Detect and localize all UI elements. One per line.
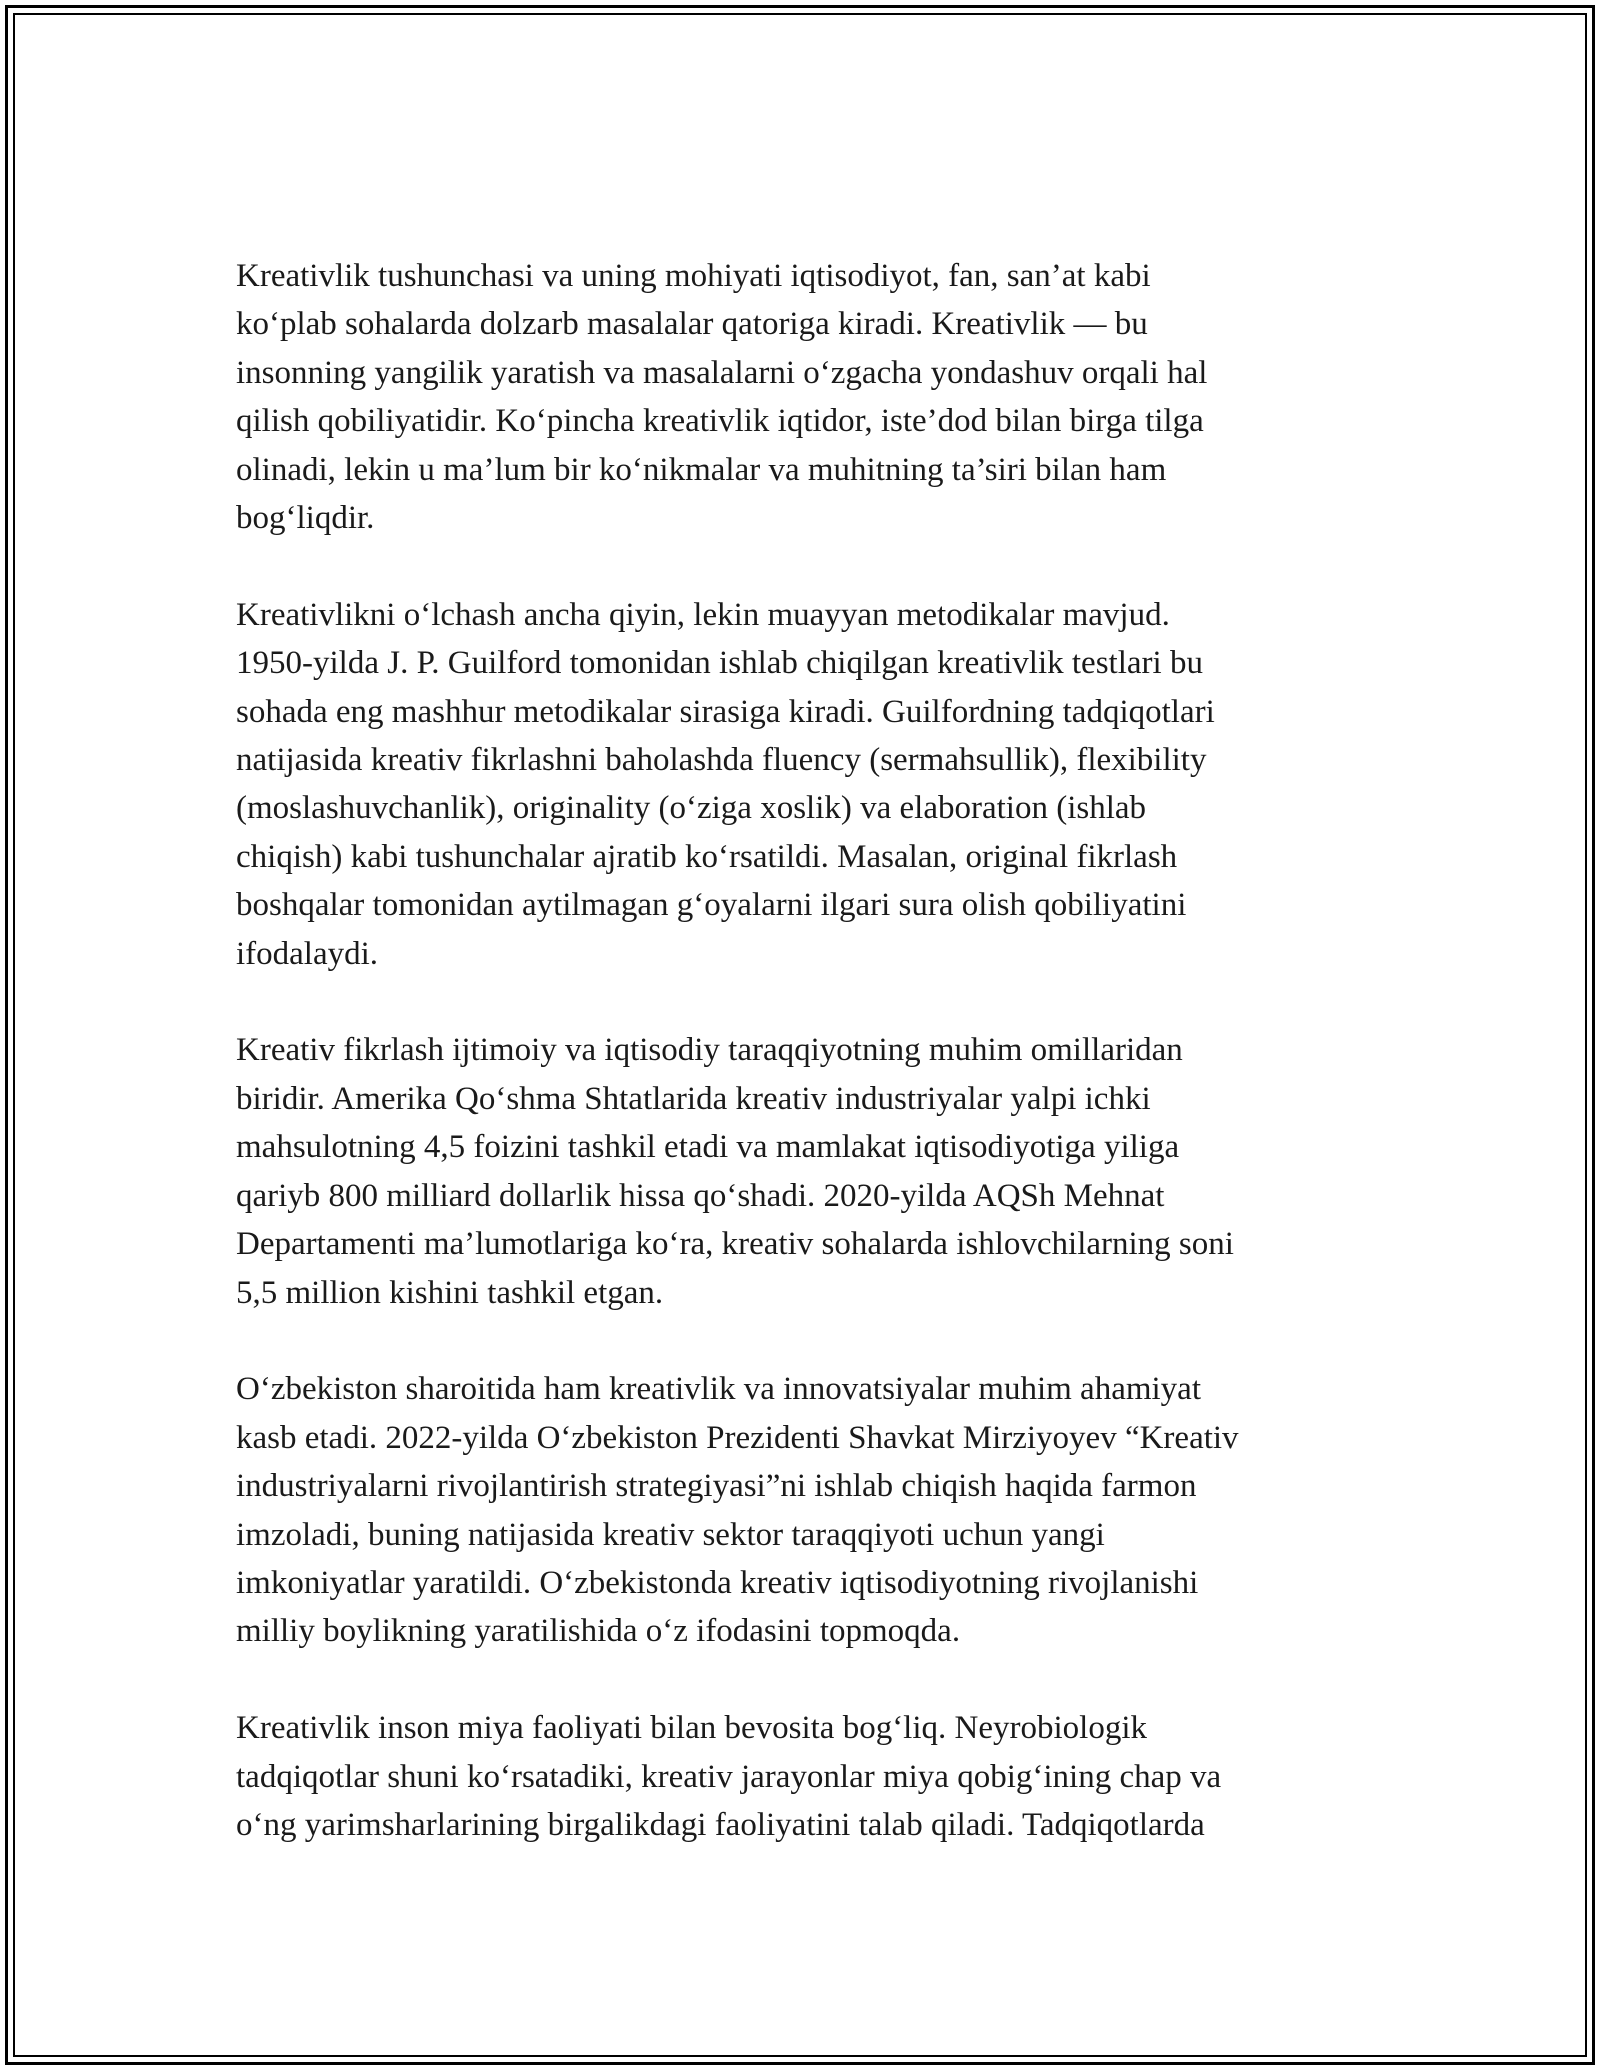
text-line: (moslashuvchanlik), originality (o‘ziga xoslik) va elaboration (ishlab [236,790,1147,827]
paragraph-3 [236,1026,1366,1316]
text-line: sohada eng mashhur metodikalar sirasiga kiradi. Guilfordning tadqiqotlari [236,693,1215,730]
text-line: 1950-yilda J. P. Guilford tomonidan ishlab chiqilgan kreativlik testlari bu [236,645,1203,682]
text-line: O‘zbekiston sharoitida ham kreativlik va innovatsiyalar muhim ahamiyat [236,1371,1201,1408]
text-line: imkoniyatlar yaratildi. O‘zbekistonda kreativ iqtisodiyotning rivojlanishi [236,1564,1199,1601]
text-line: boshqalar tomonidan aytilmagan g‘oyalarni ilgari sura olish qobiliyatini [236,887,1187,924]
text-line: tadqiqotlar shuni ko‘rsatadiki, kreativ jarayonlar miya qobig‘ining chap va [236,1758,1222,1795]
text-line: qilish qobiliyatidir. Ko‘pincha kreativlik iqtidor, iste’dod bilan birga tilga [236,403,1204,440]
text-line: kasb etadi. 2022-yilda O‘zbekiston Prezidenti Shavkat Mirziyoyev “Kreativ [236,1419,1239,1456]
paragraph-2 [236,591,1366,978]
text-line: olinadi, lekin u ma’lum bir ko‘nikmalar va muhitning ta’siri bilan ham [236,451,1167,488]
text-line: o‘ng yarimsharlarining birgalikdagi faoliyatini talab qiladi. Tadqiqotlarda [236,1806,1205,1843]
text-line: ifodalaydi. [236,935,379,972]
text-line: milliy boylikning yaratilishida o‘z ifodasini topmoqda. [236,1613,961,1650]
text-line: mahsulotning 4,5 foizini tashkil etadi va mamlakat iqtisodiyotiga yiliga [236,1129,1180,1166]
paragraph-5 [236,1704,1366,1849]
paragraph-1 [236,252,1366,542]
text-line: Kreativlik tushunchasi va uning mohiyati iqtisodiyot, fan, san’at kabi [236,258,1151,294]
text-line: Kreativ fikrlash ijtimoiy va iqtisodiy taraqqiyotning muhim omillaridan [236,1032,1183,1069]
text-line: 5,5 million kishini tashkil etgan. [236,1274,664,1311]
text-line: natijasida kreativ fikrlashni baholashda fluency (sermahsullik), flexibility [236,742,1207,779]
text-line: Kreativlik inson miya faoliyati bilan bevosita bog‘liq. Neyrobiologik [236,1710,1147,1747]
document-body [236,252,1366,1898]
paragraph-4 [236,1365,1366,1655]
text-line: insonning yangilik yaratish va masalalarni o‘zgacha yondashuv orqali hal [236,354,1208,391]
text-line: biridir. Amerika Qo‘shma Shtatlarida kreativ industriyalar yalpi ichki [236,1080,1151,1117]
text-line: qariyb 800 milliard dollarlik hissa qo‘shadi. 2020-yilda AQSh Mehnat [236,1177,1165,1214]
text-line: chiqish) kabi tushunchalar ajratib ko‘rsatildi. Masalan, original fikrlash [236,838,1178,875]
text-line: Departamenti ma’lumotlariga ko‘ra, kreativ sohalarda ishlovchilarning soni [236,1226,1234,1263]
text-line: imzoladi, buning natijasida kreativ sektor taraqqiyoti uchun yangi [236,1516,1105,1553]
text-line: ko‘plab sohalarda dolzarb masalalar qatoriga kiradi. Kreativlik — bu [236,306,1148,343]
text-line: industriyalarni rivojlantirish strategiyasi”ni ishlab chiqish haqida farmon [236,1468,1197,1505]
text-line: bog‘liqdir. [236,500,375,537]
text-line: Kreativlikni o‘lchash ancha qiyin, lekin muayyan metodikalar mavjud. [236,596,1170,633]
